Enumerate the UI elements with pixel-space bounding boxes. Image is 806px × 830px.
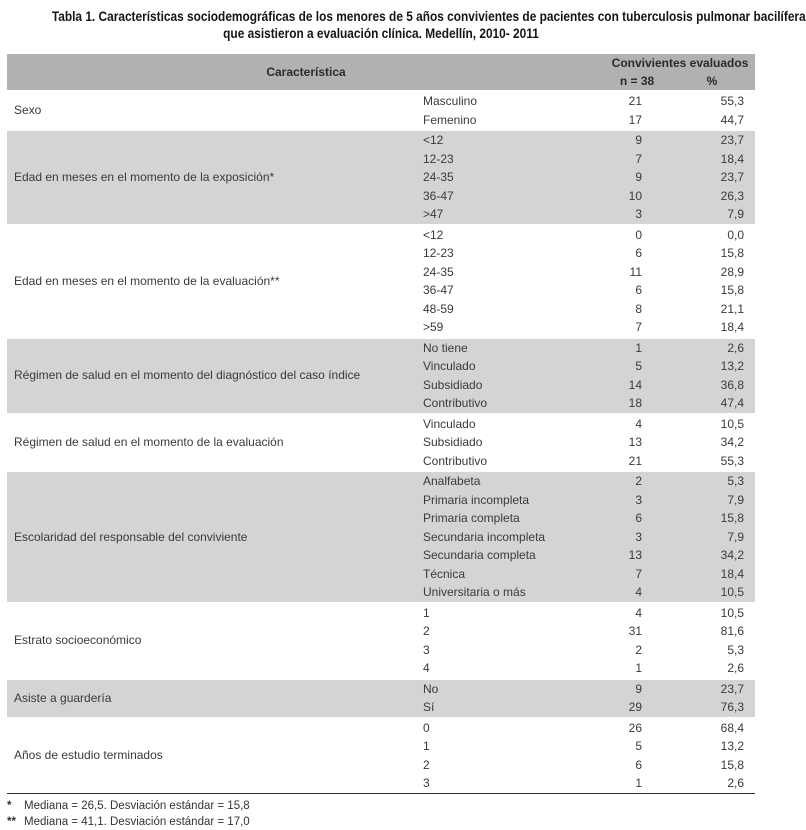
percent-cell: 55,3 xyxy=(720,453,745,468)
percent-cell: 23,7 xyxy=(669,130,755,150)
percent-cell: 2,6 xyxy=(669,338,755,358)
percent-cell: 0,0 xyxy=(669,225,755,245)
count-cell: 11 xyxy=(629,264,643,279)
category-cell: 48-59 xyxy=(423,301,454,316)
table-section xyxy=(7,225,755,338)
category-cell: Técnica xyxy=(420,565,605,584)
category-cell: 12-23 xyxy=(420,150,605,169)
category-cell: 2 xyxy=(423,624,430,638)
category-cell: Sí xyxy=(420,698,605,718)
percent-cell: 23,7 xyxy=(669,168,755,187)
count-cell: 31 xyxy=(628,624,643,638)
characteristic-label: Edad en meses en el momento de la exposición* xyxy=(7,130,420,225)
column-header-percent: % xyxy=(669,72,755,91)
percent-cell: 23,7 xyxy=(669,679,755,699)
count-cell: 13 xyxy=(628,435,643,449)
footnote-1-marker: * xyxy=(7,799,12,812)
count-cell: 6 xyxy=(635,283,643,297)
count-cell: 9 xyxy=(605,679,669,699)
count-cell: 9 xyxy=(605,168,669,187)
percent-cell: 18,4 xyxy=(669,565,755,584)
count-cell: 4 xyxy=(605,583,669,603)
table-section xyxy=(7,679,755,718)
table-row xyxy=(7,679,755,699)
percent-cell: 15,8 xyxy=(720,246,745,260)
category-cell: Subsidiado xyxy=(420,376,605,395)
category-cell: 3 xyxy=(423,642,430,657)
percent-cell: 10,5 xyxy=(669,414,755,434)
category-cell: Analfabeta xyxy=(420,471,605,491)
footnotes xyxy=(7,794,755,830)
table-row xyxy=(7,91,755,111)
count-cell: 7 xyxy=(605,150,669,169)
category-cell: Subsidiado xyxy=(423,435,483,449)
count-cell: 3 xyxy=(605,491,669,510)
count-cell: 26 xyxy=(605,718,669,738)
count-cell: 1 xyxy=(605,338,669,358)
table-row xyxy=(7,130,755,150)
count-cell: 7 xyxy=(605,565,669,584)
percent-cell: 7,9 xyxy=(669,491,755,510)
count-cell: 29 xyxy=(605,698,669,718)
category-cell: Contributivo xyxy=(420,394,605,414)
characteristic-label: Sexo xyxy=(7,91,420,130)
category-cell: 24-35 xyxy=(420,168,605,187)
table-section xyxy=(7,414,755,472)
count-cell: 4 xyxy=(605,414,669,434)
count-cell: 17 xyxy=(628,112,643,127)
percent-cell: 15,8 xyxy=(720,757,745,772)
percent-cell: 13,2 xyxy=(720,739,745,753)
count-cell: 21 xyxy=(605,91,669,111)
count-cell: 9 xyxy=(605,130,669,150)
percent-cell: 68,4 xyxy=(669,718,755,738)
category-cell: 0 xyxy=(420,718,605,738)
count-cell: 6 xyxy=(635,757,643,772)
category-cell: 4 xyxy=(423,661,430,675)
characteristic-label: Régimen de salud en el momento del diagnóstico del caso índice xyxy=(7,338,420,414)
count-cell: 5 xyxy=(635,739,643,753)
percent-cell: 10,5 xyxy=(669,603,755,623)
table-title xyxy=(7,8,806,42)
count-cell: 2 xyxy=(605,471,669,491)
count-cell: 18 xyxy=(605,394,669,414)
count-cell: 5 xyxy=(605,357,669,376)
characteristic-label: Estrato socioeconómico xyxy=(7,603,420,679)
category-cell: Universitaria o más xyxy=(420,583,605,603)
percent-cell: 15,8 xyxy=(669,509,755,528)
category-cell: Primaria incompleta xyxy=(420,491,605,510)
percent-cell: 28,9 xyxy=(720,264,745,279)
table-row xyxy=(7,414,755,434)
table-section xyxy=(7,130,755,225)
count-cell: 6 xyxy=(635,246,643,260)
count-cell: 14 xyxy=(605,376,669,395)
count-cell: 1 xyxy=(635,661,643,675)
table-row xyxy=(7,225,755,245)
characteristic-label: Edad en meses en el momento de la evaluación** xyxy=(7,225,420,338)
percent-cell: 76,3 xyxy=(669,698,755,718)
percent-cell: 18,4 xyxy=(720,320,745,334)
column-header-convivientes-evaluados: Convivientes evaluados xyxy=(605,54,755,72)
count-cell: 3 xyxy=(605,205,669,225)
table-title-line-2: que asistieron a evaluación clínica. Medellín, 2010- 2011 xyxy=(223,26,539,41)
count-cell: 1 xyxy=(635,776,643,790)
table-row xyxy=(7,603,755,623)
percent-cell: 55,3 xyxy=(669,91,755,111)
characteristic-label: Escolaridad del responsable del conviviente xyxy=(7,471,420,603)
count-cell: 7 xyxy=(635,320,643,334)
footnote-1 xyxy=(7,798,755,814)
table-row xyxy=(7,718,755,738)
category-cell: Femenino xyxy=(423,112,477,127)
category-cell: Primaria completa xyxy=(420,509,605,528)
table-section xyxy=(7,91,755,130)
category-cell: Contributivo xyxy=(423,453,488,468)
category-cell: 12-23 xyxy=(423,246,454,260)
category-cell: Secundaria incompleta xyxy=(420,528,605,547)
table-header xyxy=(7,54,755,91)
table-section xyxy=(7,338,755,414)
category-cell: Vinculado xyxy=(420,414,605,434)
percent-cell: 34,2 xyxy=(720,435,745,449)
count-cell: 4 xyxy=(605,603,669,623)
percent-cell: 36,8 xyxy=(669,376,755,395)
footnote-2 xyxy=(7,814,755,830)
percent-cell: 47,4 xyxy=(669,394,755,414)
count-cell: 0 xyxy=(605,225,669,245)
count-cell: 8 xyxy=(635,301,643,316)
category-cell: <12 xyxy=(420,130,605,150)
category-cell: <12 xyxy=(420,225,605,245)
percent-cell: 13,2 xyxy=(669,357,755,376)
percent-cell: 21,1 xyxy=(720,301,745,316)
percent-cell: 10,5 xyxy=(669,583,755,603)
footnote-1-text: Mediana = 26,5. Desviación estándar = 15,8 xyxy=(24,799,250,812)
percent-cell: 2,6 xyxy=(727,776,745,790)
footnote-2-marker: ** xyxy=(7,815,16,828)
percent-cell: 5,3 xyxy=(727,642,745,657)
count-cell: 3 xyxy=(605,528,669,547)
footnote-2-text: Mediana = 41,1. Desviación estándar = 17,0 xyxy=(24,815,250,828)
table-header-row-1 xyxy=(7,54,755,72)
characteristic-label: Régimen de salud en el momento de la evaluación xyxy=(7,414,420,472)
table-section xyxy=(7,718,755,794)
column-header-caracteristica: Característica xyxy=(7,54,605,91)
category-cell: Secundaria completa xyxy=(420,546,605,565)
table-row xyxy=(7,471,755,491)
count-cell: 6 xyxy=(605,509,669,528)
sociodemographics-table xyxy=(7,54,755,794)
category-cell: Vinculado xyxy=(420,357,605,376)
percent-cell: 34,2 xyxy=(669,546,755,565)
percent-cell: 26,3 xyxy=(669,187,755,206)
count-cell: 21 xyxy=(628,453,643,468)
count-cell: 13 xyxy=(605,546,669,565)
category-cell: 1 xyxy=(423,739,430,753)
count-cell: 2 xyxy=(635,642,643,657)
category-cell: 3 xyxy=(423,776,430,790)
percent-cell: 5,3 xyxy=(669,471,755,491)
percent-cell: 15,8 xyxy=(720,283,745,297)
characteristic-label: Asiste a guardería xyxy=(7,679,420,718)
count-cell: 10 xyxy=(605,187,669,206)
table-row xyxy=(7,338,755,358)
category-cell: 2 xyxy=(423,757,430,772)
characteristic-label: Años de estudio terminados xyxy=(7,718,420,794)
category-cell: 24-35 xyxy=(423,264,454,279)
category-cell: >47 xyxy=(420,205,605,225)
category-cell: No xyxy=(420,679,605,699)
category-cell: 36-47 xyxy=(420,187,605,206)
category-cell: No tiene xyxy=(420,338,605,358)
percent-cell: 7,9 xyxy=(669,205,755,225)
table-title-line-1: Tabla 1. Características sociodemográficas de los menores de 5 años convivientes de pacientes con tuberculosis pulmonar bacilífera xyxy=(51,9,806,24)
percent-cell: 81,6 xyxy=(720,624,745,638)
percent-cell: 18,4 xyxy=(669,150,755,169)
category-cell: 1 xyxy=(420,603,605,623)
percent-cell: 2,6 xyxy=(727,661,745,675)
table-section xyxy=(7,603,755,679)
category-cell: >59 xyxy=(423,320,444,334)
table-section xyxy=(7,471,755,603)
category-cell: Masculino xyxy=(420,91,605,111)
percent-cell: 7,9 xyxy=(669,528,755,547)
category-cell: 36-47 xyxy=(423,283,454,297)
percent-cell: 44,7 xyxy=(720,112,745,127)
column-header-n: n = 38 xyxy=(605,72,669,91)
